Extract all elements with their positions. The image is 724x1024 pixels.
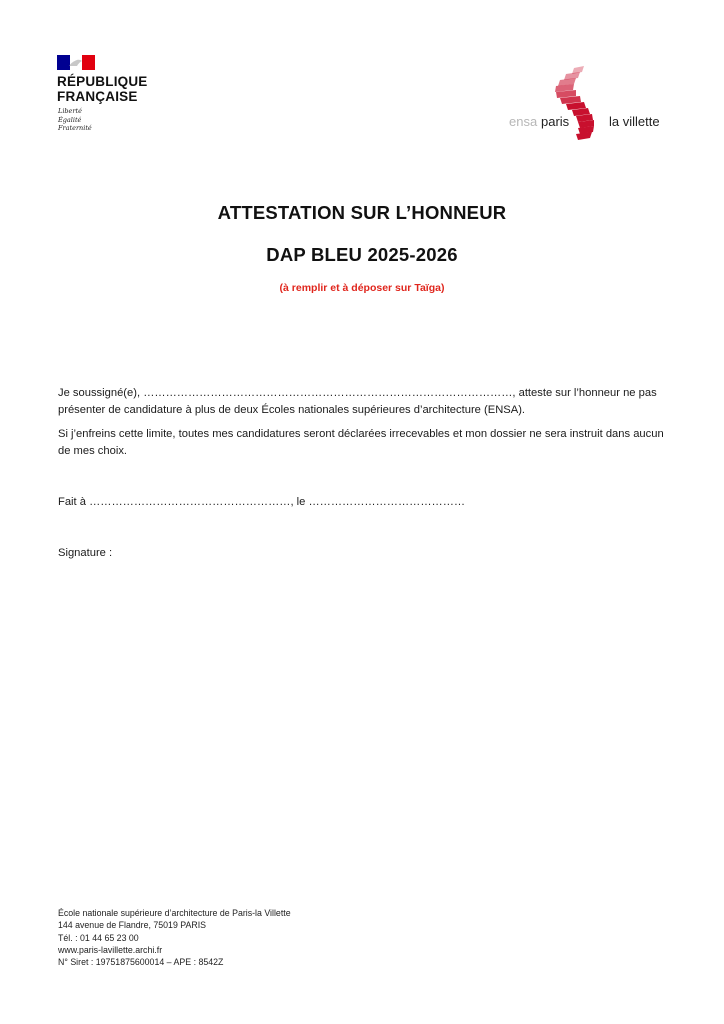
footer-address: 144 avenue de Flandre, 75019 PARIS — [58, 920, 207, 931]
footer-siret: N° Siret : 19751875600014 – APE : 8542Z — [58, 957, 224, 968]
footer-website: www.paris-lavillette.archi.fr — [58, 944, 163, 955]
signature-label: Signature : — [58, 547, 113, 559]
republique-motto: Liberté Égalité Fraternité — [58, 107, 92, 132]
republique-francaise-name: RÉPUBLIQUE FRANÇAISE — [57, 74, 148, 104]
french-flag-logo — [57, 55, 95, 70]
logo-text-paris: paris — [541, 114, 570, 129]
logo-text-ensa: ensa — [509, 114, 538, 129]
la-villette-logo-graphic — [538, 66, 602, 142]
footer-address-block — [58, 907, 291, 968]
place-date-line: Fait à ………………………………………………, le …………………………………… — [58, 496, 466, 508]
footer-phone: Tél. : 01 44 65 23 00 — [58, 932, 139, 943]
document-subtitle-dap: DAP BLEU 2025-2026 — [266, 244, 458, 265]
instruction-note: (à remplir et à déposer sur Taïga) — [279, 282, 445, 294]
logo-text-la-villette: la villette — [609, 114, 660, 129]
limit-warning-paragraph: Si j’enfreins cette limite, toutes mes candidatures seront déclarées irrecevables et mon dossier ne sera instruit dans aucun de mes choix. — [58, 428, 664, 457]
document-title: ATTESTATION SUR L’HONNEUR — [217, 202, 507, 223]
footer-school-name: École nationale supérieure d’architecture de Paris-la Villette — [58, 908, 291, 918]
declaration-paragraph: Je soussigné(e), ………………………………………………………………………………………, atteste sur l’honneur ne pas présenter de candidature à plus de deux Écoles nationales supérieures d’architecture (ENSA). — [58, 387, 657, 416]
